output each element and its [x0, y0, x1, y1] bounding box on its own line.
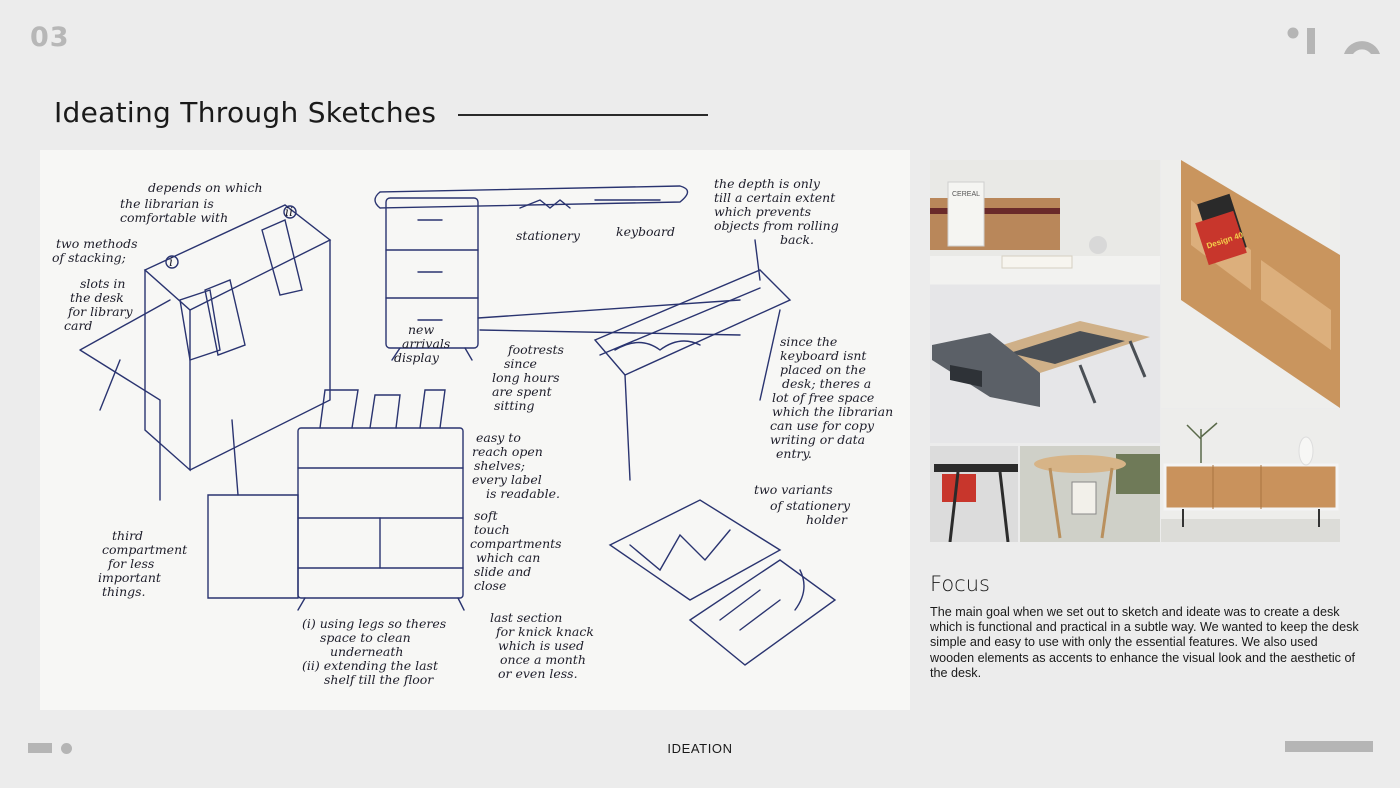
note-soft-touch-4: which can	[476, 550, 541, 565]
note-slots-4: card	[64, 318, 93, 333]
note-keyboard-4: desk; theres a	[782, 376, 872, 391]
sketch-board	[40, 150, 910, 710]
photo-red-desk	[930, 446, 1018, 542]
note-last-section-5: or even less.	[498, 666, 578, 681]
note-soft-touch-5: slide and	[474, 564, 532, 579]
photo-wall-shelf-cup	[1089, 236, 1107, 254]
note-last-section-3: which is used	[498, 638, 585, 653]
focus-description: The main goal when we set out to sketch and ideate was to create a desk which is functional and practical in a subtle way. We wanted to keep the desk simple and easy to use with only the essential features. We also used wooden elements as accents to enhance the visual look and the aesthetic of the desk.	[930, 605, 1359, 680]
note-new-arrivals-3: display	[394, 350, 439, 365]
note-keyboard: keyboard	[616, 224, 675, 239]
note-new-arrivals-2: arrivals	[402, 336, 451, 351]
note-keyboard-3: placed on the	[780, 362, 866, 377]
logo-arch	[1344, 41, 1380, 54]
page-number: 03	[30, 22, 70, 53]
note-soft-touch-2: touch	[474, 522, 510, 537]
photo-side-table	[1020, 446, 1160, 542]
furniture-sketch	[40, 150, 910, 710]
brand-logo	[1284, 24, 1380, 54]
note-footrests-5: sitting	[494, 398, 535, 413]
note-legs-5: shelf till the floor	[324, 672, 434, 687]
note-stacking-2: the librarian is	[120, 196, 214, 211]
note-two-methods-1: two methods	[56, 236, 138, 251]
note-keyboard-9: entry.	[776, 446, 812, 461]
photo-wall-shelf-notebook	[1002, 256, 1072, 268]
note-new-arrivals-1: new	[408, 322, 435, 337]
note-legs-1: (i) using legs so theres	[302, 616, 447, 631]
note-two-methods-2: of stacking;	[52, 250, 126, 265]
note-legs-2: space to clean	[320, 630, 411, 645]
logo-dot	[1288, 28, 1299, 39]
note-stacking-1: depends on which	[148, 180, 263, 195]
page-title: Ideating Through Sketches	[54, 96, 437, 129]
photo-red-desk-pocket	[942, 474, 976, 502]
photo-executive-desk	[930, 285, 1160, 443]
note-stacking-3: comfortable with	[120, 210, 229, 225]
note-holder-1: two variants	[754, 482, 833, 497]
photo-side-table-chair	[1116, 454, 1160, 494]
note-depth-4: objects from rolling	[714, 218, 839, 233]
note-slots-2: the desk	[70, 290, 124, 305]
photo-sideboard	[1161, 409, 1340, 542]
photo-sideboard-floor	[1161, 519, 1340, 542]
note-slots-3: for library	[68, 304, 133, 319]
photo-wooden-rack	[1161, 160, 1340, 408]
note-soft-touch-3: compartments	[470, 536, 562, 551]
footer-bar-right	[1285, 741, 1373, 752]
photo-red-desk-top	[934, 464, 1018, 472]
photo-sideboard-cabinet	[1165, 465, 1337, 509]
note-holder-3: holder	[806, 512, 847, 527]
note-footrests-2: since	[504, 356, 537, 371]
note-depth-1: the depth is only	[714, 176, 820, 191]
note-footrests-4: are spent	[492, 384, 552, 399]
photo-side-table-book	[1072, 482, 1096, 514]
note-last-section-1: last section	[490, 610, 563, 625]
note-legs-3: underneath	[330, 644, 404, 659]
note-keyboard-1: since the	[780, 334, 838, 349]
note-footrests-3: long hours	[492, 370, 560, 385]
note-shelves-4: every label	[472, 472, 542, 487]
note-depth-5: back.	[780, 232, 815, 247]
note-third-2: compartment	[102, 542, 188, 557]
marker-i-label: i	[169, 254, 173, 269]
note-footrests-1: footrests	[508, 342, 564, 357]
note-depth-3: which prevents	[714, 204, 812, 219]
note-depth-2: till a certain extent	[714, 190, 836, 205]
note-third-3: for less	[108, 556, 155, 571]
photo-wall-shelf	[930, 160, 1160, 284]
note-shelves-1: easy to	[476, 430, 521, 445]
photo-wall-shelf-cereal-label: CEREAL	[952, 191, 981, 198]
note-third-1: third	[112, 528, 144, 543]
note-shelves-2: reach open	[472, 444, 543, 459]
note-soft-touch-6: close	[474, 578, 507, 593]
note-keyboard-8: writing or data	[770, 432, 866, 447]
photo-wooden-rack-magazine-label: Design 40	[1205, 230, 1245, 251]
note-shelves-5: is readable.	[486, 486, 561, 501]
note-third-5: things.	[102, 584, 146, 599]
photo-sideboard-vase	[1299, 437, 1313, 465]
focus-heading: Focus	[930, 572, 990, 596]
footer-section-label: IDEATION	[667, 741, 733, 756]
note-soft-touch-1: soft	[474, 508, 498, 523]
title-divider	[458, 114, 708, 116]
note-keyboard-2: keyboard isnt	[780, 348, 867, 363]
note-keyboard-6: which the librarian	[772, 404, 894, 419]
note-keyboard-7: can use for copy	[770, 418, 875, 433]
note-last-section-4: once a month	[500, 652, 586, 667]
note-third-4: important	[98, 570, 161, 585]
note-holder-2: of stationery	[770, 498, 851, 513]
note-last-section-2: for knick knack	[496, 624, 594, 639]
note-shelves-3: shelves;	[474, 458, 525, 473]
note-slots-1: slots in	[80, 276, 126, 291]
note-stationery: stationery	[516, 228, 580, 243]
logo-bar	[1307, 28, 1315, 54]
marker-ii-label: ii	[285, 204, 293, 219]
note-legs-4: (ii) extending the last	[302, 658, 438, 673]
note-keyboard-5: lot of free space	[772, 390, 875, 405]
